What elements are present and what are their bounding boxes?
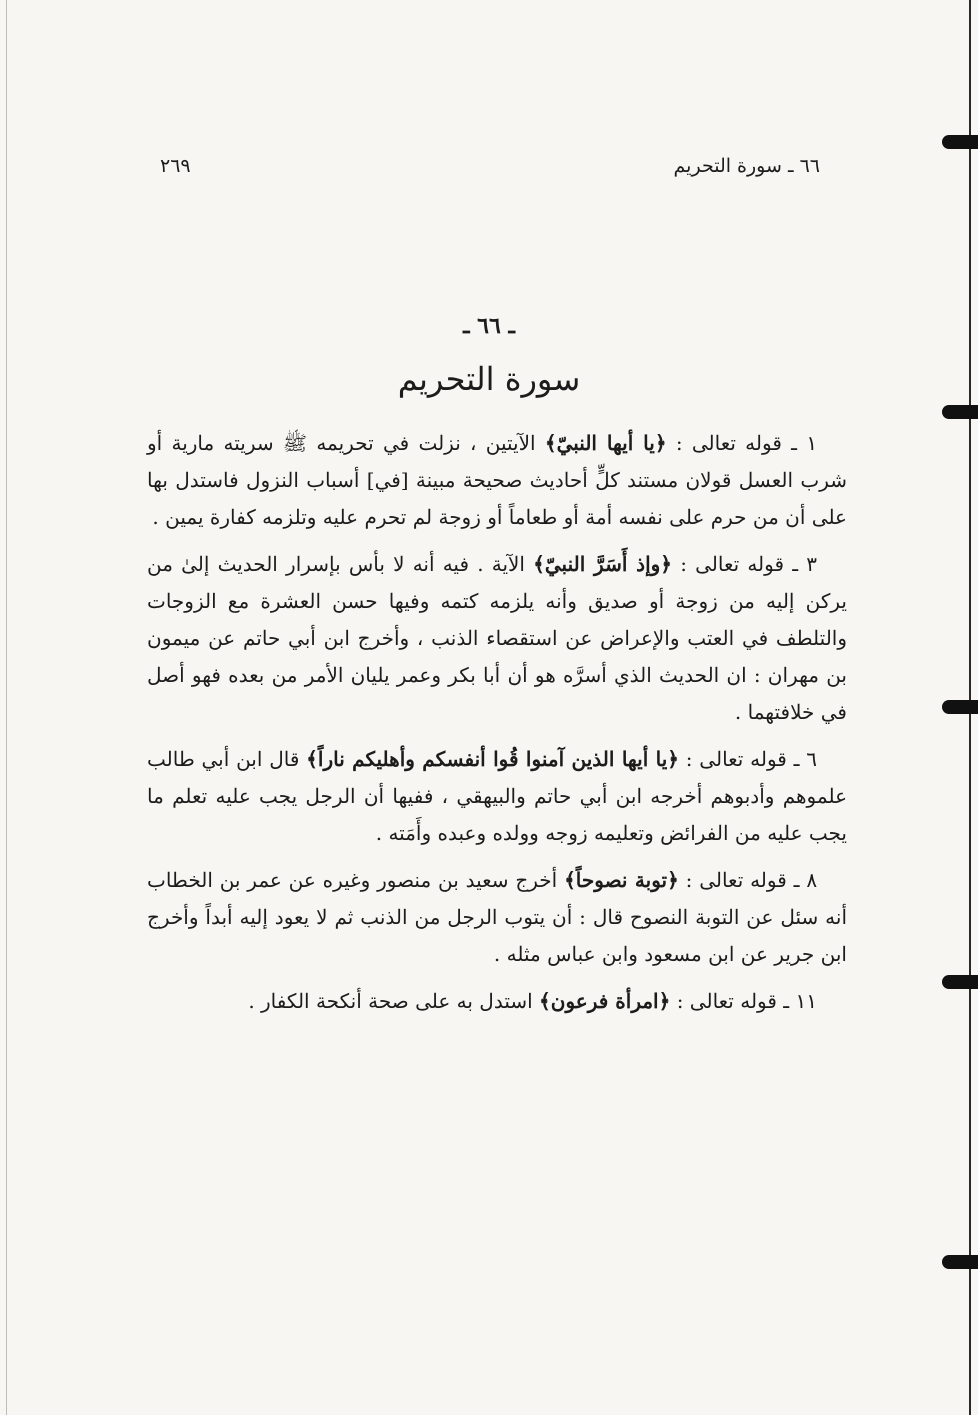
verse-number: ٨ ـ	[793, 868, 818, 892]
verse-number: ٦ ـ	[793, 747, 818, 771]
quoted-verse: ﴿وإذ أَسَرَّ النبيّ﴾	[533, 552, 673, 576]
binding-mark	[942, 135, 978, 149]
verse-number: ٣ ـ	[792, 552, 817, 576]
lead-phrase: قوله تعالى :	[685, 747, 787, 771]
paragraph-text: استدل به على صحة أنكحة الكفار .	[248, 989, 533, 1013]
verse-number: ١١ ـ	[783, 989, 817, 1013]
lead-phrase: قوله تعالى :	[685, 868, 787, 892]
quoted-verse: ﴿توبة نصوحاً﴾	[564, 868, 679, 892]
binding-mark	[942, 1255, 978, 1269]
sura-title: سورة التحريم	[397, 360, 581, 398]
quoted-verse: ﴿يا أيها الذين آمنوا قُوا أنفسكم وأهليكم ناراً﴾	[306, 747, 680, 771]
paragraph-text: الآية . فيه أنه لا بأس بإسرار الحديث إلىٰ من يركن إليه من زوجة أو صديق وأنه يلزمه كتمه وفيها حسن العشرة مع الزوجات والتلطف في العتب والإعراض عن استقصاء الذنب ، وأخرج ابن أبي حاتم عن ميمون بن مهران : ان الحديث الذي أسرَّه هو أن أبا بكر وعمر يليان الأمر من بعده فهو أصل في خلافتهما .	[147, 552, 847, 724]
paragraph-text: الآيتين ، نزلت في تحريمه ﷺ سريته مارية أو شرب العسل قولان مستند كلٍّ أحاديث صحيحة مبينة [في] أسباب النزول فاستدل بها على أن من حرم على نفسه أمة أو طعاماً أو زوجة لم تحرم عليه وتلزمه كفارة يمين .	[147, 431, 847, 529]
quoted-verse: ﴿يا أيها النبيّ﴾	[544, 431, 667, 455]
binding-mark	[942, 700, 978, 714]
lead-phrase: قوله تعالى :	[676, 989, 777, 1013]
scan-edge-left	[6, 0, 7, 1415]
commentary-paragraph	[147, 862, 847, 973]
page-number: ٢٦٩	[160, 155, 191, 177]
lead-phrase: قوله تعالى :	[680, 552, 785, 576]
commentary-paragraph	[147, 741, 847, 852]
commentary-body	[147, 425, 847, 1030]
paragraph-text: أخرج سعيد بن منصور وغيره عن عمر بن الخطاب أنه سئل عن التوبة النصوح قال : أن يتوب الرجل من الذنب ثم لا يعود إليه أبداً وأخرج ابن جرير عن ابن مسعود وابن عباس مثله .	[147, 868, 847, 966]
commentary-paragraph	[147, 425, 847, 536]
binding-mark	[942, 405, 978, 419]
binding-mark	[942, 975, 978, 989]
quoted-verse: ﴿امرأة فرعون﴾	[539, 989, 671, 1013]
verse-number: ١ ـ	[791, 431, 818, 455]
commentary-paragraph	[147, 983, 847, 1020]
commentary-paragraph	[147, 546, 847, 731]
lead-phrase: قوله تعالى :	[675, 431, 782, 455]
running-head-title: ٦٦ ـ سورة التحريم	[673, 155, 820, 177]
sura-number: ـ ٦٦ ـ	[463, 313, 515, 339]
paragraph-text: قال ابن أبي طالب علموهم وأدبوهم أخرجه ابن أبي حاتم والبيهقي ، ففيها أن الرجل يجب عليه تعلم ما يجب عليه من الفرائض وتعليمه زوجه وولده وعبده وأَمَته .	[147, 747, 847, 845]
